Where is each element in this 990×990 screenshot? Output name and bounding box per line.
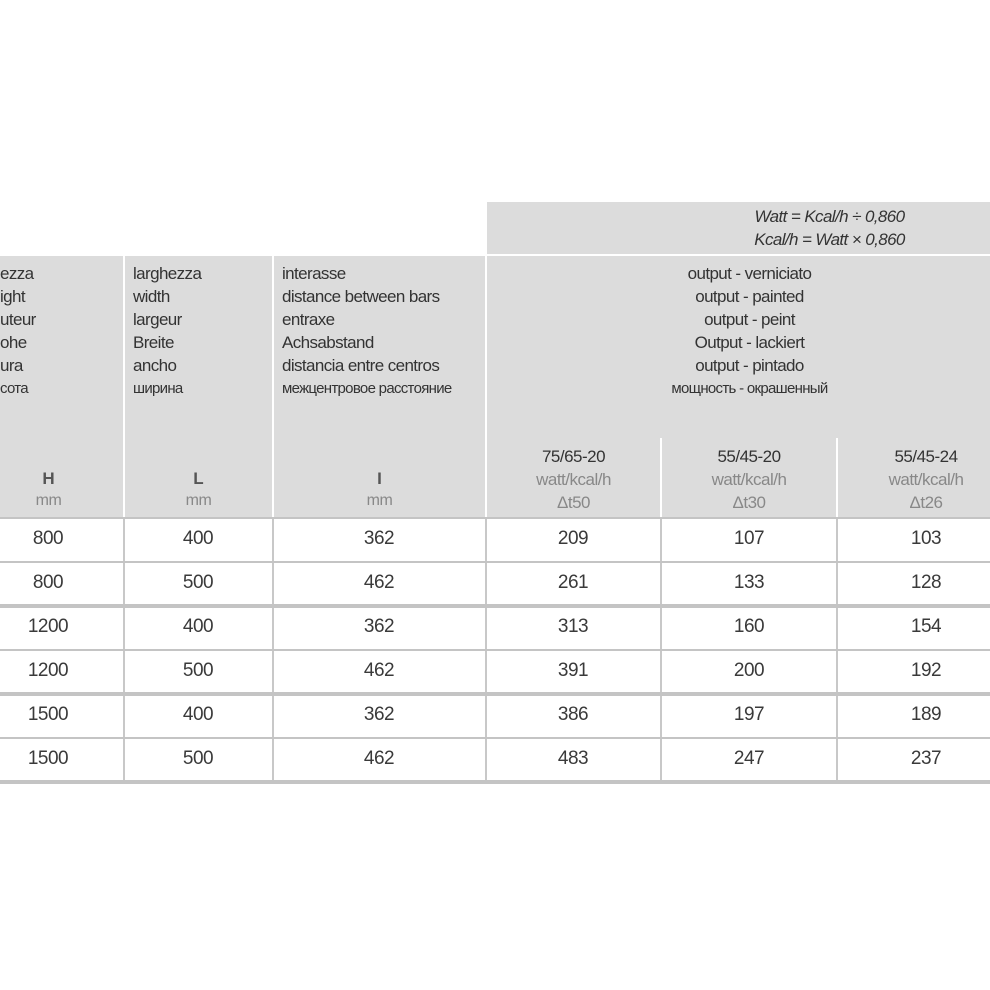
output-t30-cell: 133	[733, 572, 765, 593]
width-label: Breite	[133, 333, 174, 352]
height-cell: 800	[32, 528, 64, 549]
interaxis-label: distancia entre centros	[282, 356, 440, 375]
height-cell: 800	[32, 572, 64, 593]
interaxis-column-unit-block	[274, 468, 485, 512]
subheader-divider	[836, 438, 838, 517]
interaxis-column-labels	[282, 262, 452, 400]
output-t50-cell: 313	[557, 616, 589, 637]
subheader-unit: watt/kcal/h	[536, 470, 611, 489]
height-cell: 1200	[27, 660, 69, 681]
output-t50-cell: 261	[557, 572, 589, 593]
width-symbol: L	[193, 469, 204, 488]
subheader-temp: 55/45-24	[894, 447, 958, 466]
output-t50-cell: 391	[557, 660, 589, 681]
width-unit: mm	[185, 492, 212, 509]
output-column-labels	[487, 262, 990, 400]
width-label: ширина	[133, 380, 183, 397]
interaxis-label: Achsabstand	[282, 333, 374, 352]
height-cell: 1500	[27, 704, 69, 725]
width-cell: 400	[182, 704, 214, 725]
width-label: larghezza	[133, 264, 202, 283]
output-t26-cell: 103	[910, 528, 942, 549]
interaxis-label: межцентровое расстояние	[282, 380, 452, 397]
height-label: ohe	[0, 333, 27, 352]
output-label: Output - lackiert	[694, 333, 805, 352]
interaxis-unit: mm	[366, 492, 393, 509]
width-cell: 400	[182, 616, 214, 637]
height-column-labels	[0, 262, 36, 400]
output-label: output - pintado	[695, 356, 804, 375]
subheader-unit: watt/kcal/h	[888, 470, 964, 489]
interaxis-label: interasse	[282, 264, 346, 283]
output-label: мощность - окрашенный	[671, 380, 828, 397]
interaxis-cell: 362	[363, 704, 395, 725]
subheader-delta: Δt26	[909, 493, 943, 512]
output-t50-cell: 483	[557, 748, 589, 769]
height-symbol: H	[42, 469, 55, 488]
output-label: output - verniciato	[687, 264, 812, 283]
interaxis-cell: 462	[363, 748, 395, 769]
height-cell: 1200	[27, 616, 69, 637]
interaxis-label: entraxe	[282, 310, 335, 329]
height-label: ura	[0, 356, 23, 375]
height-column-unit-block	[0, 468, 97, 512]
width-label: ancho	[133, 356, 177, 375]
group-divider	[0, 604, 990, 608]
output-t26-cell: 189	[910, 704, 942, 725]
output-t50-cell: 386	[557, 704, 589, 725]
row-divider	[0, 649, 990, 651]
interaxis-cell: 362	[363, 616, 395, 637]
subheader-temp: 75/65-20	[541, 447, 606, 466]
output-t26-cell: 128	[910, 572, 942, 593]
output-subheader-3	[838, 445, 990, 514]
row-divider	[0, 561, 990, 563]
width-column-unit-block	[125, 468, 272, 512]
output-label: output - peint	[704, 310, 795, 329]
output-t26-cell: 192	[910, 660, 942, 681]
height-unit: mm	[35, 492, 62, 509]
subheader-divider	[660, 438, 662, 517]
height-label: ight	[0, 287, 26, 306]
width-cell: 500	[182, 748, 214, 769]
subheader-unit: watt/kcal/h	[711, 470, 787, 489]
width-column-labels	[133, 262, 201, 400]
subheader-temp: 55/45-20	[717, 447, 781, 466]
height-label: uteur	[0, 310, 36, 329]
width-cell: 400	[182, 528, 214, 549]
interaxis-cell: 462	[363, 572, 395, 593]
formula-line-2: Kcal/h = Watt × 0,860	[754, 230, 905, 249]
output-t26-cell: 154	[910, 616, 942, 637]
output-t30-cell: 107	[733, 528, 765, 549]
output-label: output - painted	[695, 287, 804, 306]
width-cell: 500	[182, 572, 214, 593]
group-divider	[0, 692, 990, 696]
height-label: сота	[0, 380, 28, 397]
row-divider	[0, 517, 990, 519]
subheader-delta: Δt30	[732, 493, 766, 512]
width-cell: 500	[182, 660, 214, 681]
width-label: width	[133, 287, 170, 306]
output-t30-cell: 247	[733, 748, 765, 769]
formula-line-1: Watt = Kcal/h ÷ 0,860	[754, 207, 905, 226]
subheader-delta: Δt50	[557, 493, 590, 512]
conversion-formula	[487, 205, 990, 251]
output-t30-cell: 200	[733, 660, 765, 681]
output-subheader-1	[487, 445, 660, 514]
output-t26-cell: 237	[910, 748, 942, 769]
interaxis-label: distance between bars	[282, 287, 440, 306]
group-divider	[0, 780, 990, 784]
interaxis-cell: 462	[363, 660, 395, 681]
row-divider	[0, 737, 990, 739]
interaxis-cell: 362	[363, 528, 395, 549]
output-t30-cell: 197	[733, 704, 765, 725]
height-cell: 1500	[27, 748, 69, 769]
output-t30-cell: 160	[733, 616, 765, 637]
height-label: ezza	[0, 264, 34, 283]
output-subheader-2	[662, 445, 836, 514]
width-label: largeur	[133, 310, 182, 329]
interaxis-symbol: I	[377, 469, 382, 488]
output-t50-cell: 209	[557, 528, 589, 549]
